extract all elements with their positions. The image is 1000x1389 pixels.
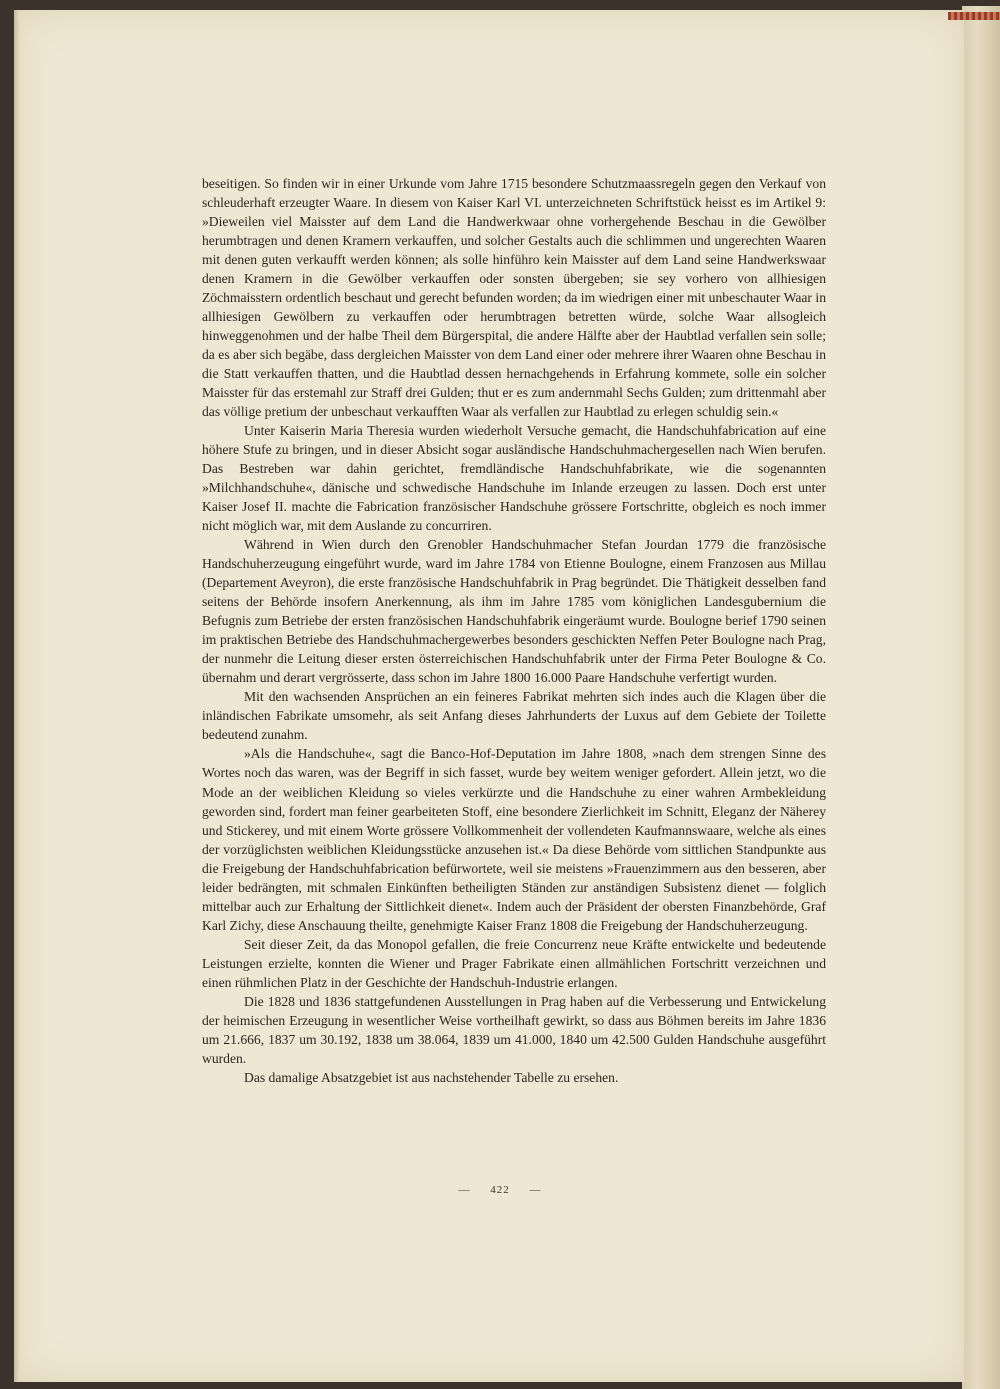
- page-footer: [0, 1184, 1000, 1196]
- page-number: 422: [490, 1184, 510, 1196]
- paragraph: Das damalige Absatzgebiet ist aus nachstehender Tabelle zu ersehen.: [244, 1069, 619, 1085]
- paragraph: Während in Wien durch den Grenobler Handschuhmacher Stefan Jourdan 1779 die französische Handschuherzeugung eingeführt wurde, ward im Jahre 1784 von Etienne Boulogne, einem Franzosen aus Millau (Departement Aveyron), die erste französische Handschuhfabrik in Prag begründet. Die Thätigkeit desselben fand seitens der Behörde insofern Anerkennung, als ihm im Jahre 1785 vom königlichen Landesgubernium die Befugnis zum Betriebe der ersten französischen Handschuhfabrik eingeräumt wurde. Boulogne berief 1790 seinen im praktischen Betriebe des Handschuhmachergewerbes besonders geschickten Neffen Peter Boulogne nach Prag, der nunmehr die Leitung dieser ersten österreichischen Handschuhfabrik unter der Firma Peter Boulogne & Co. übernahm und derart vergrösserte, dass schon im Jahre 1800 16.000 Paare Handschuhe verfertigt wurden.: [202, 537, 826, 686]
- paragraph: »Als die Handschuhe«, sagt die Banco-Hof-Deputation im Jahre 1808, »nach dem strengen Sinne des Wortes noch das waren, was der Begriff in sich fasset, wurde bey weitem weniger gefordert. Allein jetzt, wo die Mode an der weiblichen Kleidung so vieles verkürzte und die Handschuhe zu einer wahren Armbekleidung geworden sind, fordert man feiner gearbeiteten Stoff, eine besondere Zierlichkeit im Schnitt, Eleganz der Näherey und Stickerey, und mit einem Worte grössere Vollkommenheit der vollendeten Kaufmannswaare, welche als eines der vorzüglichsten weiblichen Kleidungsstücke anzusehen ist.« Da diese Behörde vom sittlichen Standpunkte aus die Freigebung der Handschuhfabrication befürwortete, weil sie meistens »Frauenzimmern aus den besseren, aber leider bedrängten, mit schmalen Einkünften betheiligten Ständen zur anständigen Subsistenz dienet — folglich mittelbar auch zur Erhaltung der Sittlichkeit dienet«. Indem auch der Präsident der obersten Finanzbehörde, Graf Karl Zichy, diese Anschauung theilte, genehmigte Kaiser Franz 1808 die Freigebung der Handschuherzeugung.: [202, 746, 826, 933]
- page-edge-marker: [948, 12, 1000, 20]
- page-gutter: [14, 10, 20, 1382]
- adjacent-page-edge: [962, 6, 1000, 1389]
- paragraph: Die 1828 und 1836 stattgefundenen Ausstellungen in Prag haben auf die Verbesserung und Entwickelung der heimischen Erzeugung in wesentlicher Weise vortheilhaft gewirkt, so dass aus Böhmen bereits im Jahre 1836 um 21.666, 1837 um 30.192, 1838 um 38.064, 1839 um 41.000, 1840 um 42.500 Gulden Handschuhe ausgeführt wurden.: [202, 993, 826, 1066]
- paragraph: Seit dieser Zeit, da das Monopol gefallen, die freie Concurrenz neue Kräfte entwickelte und bedeutende Leistungen erzielte, konnten die Wiener und Prager Fabrikate einen allmählichen Fortschritt verzeichnen und einen rühmlichen Platz in der Geschichte der Handschuh-Industrie erlangen.: [202, 936, 826, 990]
- body-text: [202, 174, 826, 1087]
- paragraph: beseitigen. So finden wir in einer Urkunde vom Jahre 1715 besondere Schutzmaassregeln gegen den Verkauf von schleuderhaft erzeugter Waare. In diesem von Kaiser Karl VI. unterzeichneten Schriftstück heisst es im Artikel 9: »Dieweilen viel Maisster auf dem Land die Handwerkwaar ohne vorhergehende Beschau in die Gewölber herumbtragen und denen Kramern verkauffen, und solcher Gestalts auch die schlimmen und ungerechten Waaren mit denen guten verkaufft werden können; als solle hinführo kein Maisster auf dem Land seine Handwerkswaar denen Kramern in die Gewölber verkauffen oder sonsten übergeben; sie sey vorhero von allhiesigen Zöchmaisstern ordentlich beschaut und gerecht befunden worden; da im wiedrigen einer mit unbeschauter Waar in allhiesigen Gewölbern zu verkauffen oder herumbtragen betretten würde, solche Waar allsogleich hinweggenohmen und der halbe Theil dem Bürgerspital, die andere Hälfte aber der Haubtlad verfallen sein solle; da es aber sich begäbe, dass dergleichen Maisster von dem Land einer oder mehrere ihrer Waaren ohne Beschau in die Statt verkauffen thatten, und die Haubtlad dessen hernachgehends in Erfahrung kommete, solle ein solcher Maisster für das erstemahl zur Straff drei Gulden; thut er es zum andernmahl Sechs Gulden; zum drittenmahl aber das völlige pretium der unbeschaut verkaufften Waar als verfallen zur Haubtlad zu erlegen schuldig sein.«: [202, 176, 826, 420]
- footer-dash-right: —: [529, 1184, 542, 1196]
- footer-dash-left: —: [458, 1184, 471, 1196]
- paragraph: Mit den wachsenden Ansprüchen an ein feineres Fabrikat mehrten sich indes auch die Klagen über die inländischen Fabrikate umsomehr, als seit Anfang dieses Jahrhunderts der Luxus auf dem Gebiete der Toilette bedeutend zunahm.: [202, 689, 826, 743]
- paragraph: Unter Kaiserin Maria Theresia wurden wiederholt Versuche gemacht, die Handschuhfabrication auf eine höhere Stufe zu bringen, und in dieser Absicht sogar ausländische Handschuhmachergesellen nach Wien berufen. Das Bestreben war dahin gerichtet, fremdländische Handschuhfabrikate, wie die sogenannten »Milchhandschuhe«, dänische und schwedische Handschuhe im Inlande erzeugen zu lassen. Doch erst unter Kaiser Josef II. machte die Fabrication französischer Handschuhe grössere Fortschritte, obgleich es noch immer nicht möglich war, mit dem Auslande zu concurriren.: [202, 423, 826, 534]
